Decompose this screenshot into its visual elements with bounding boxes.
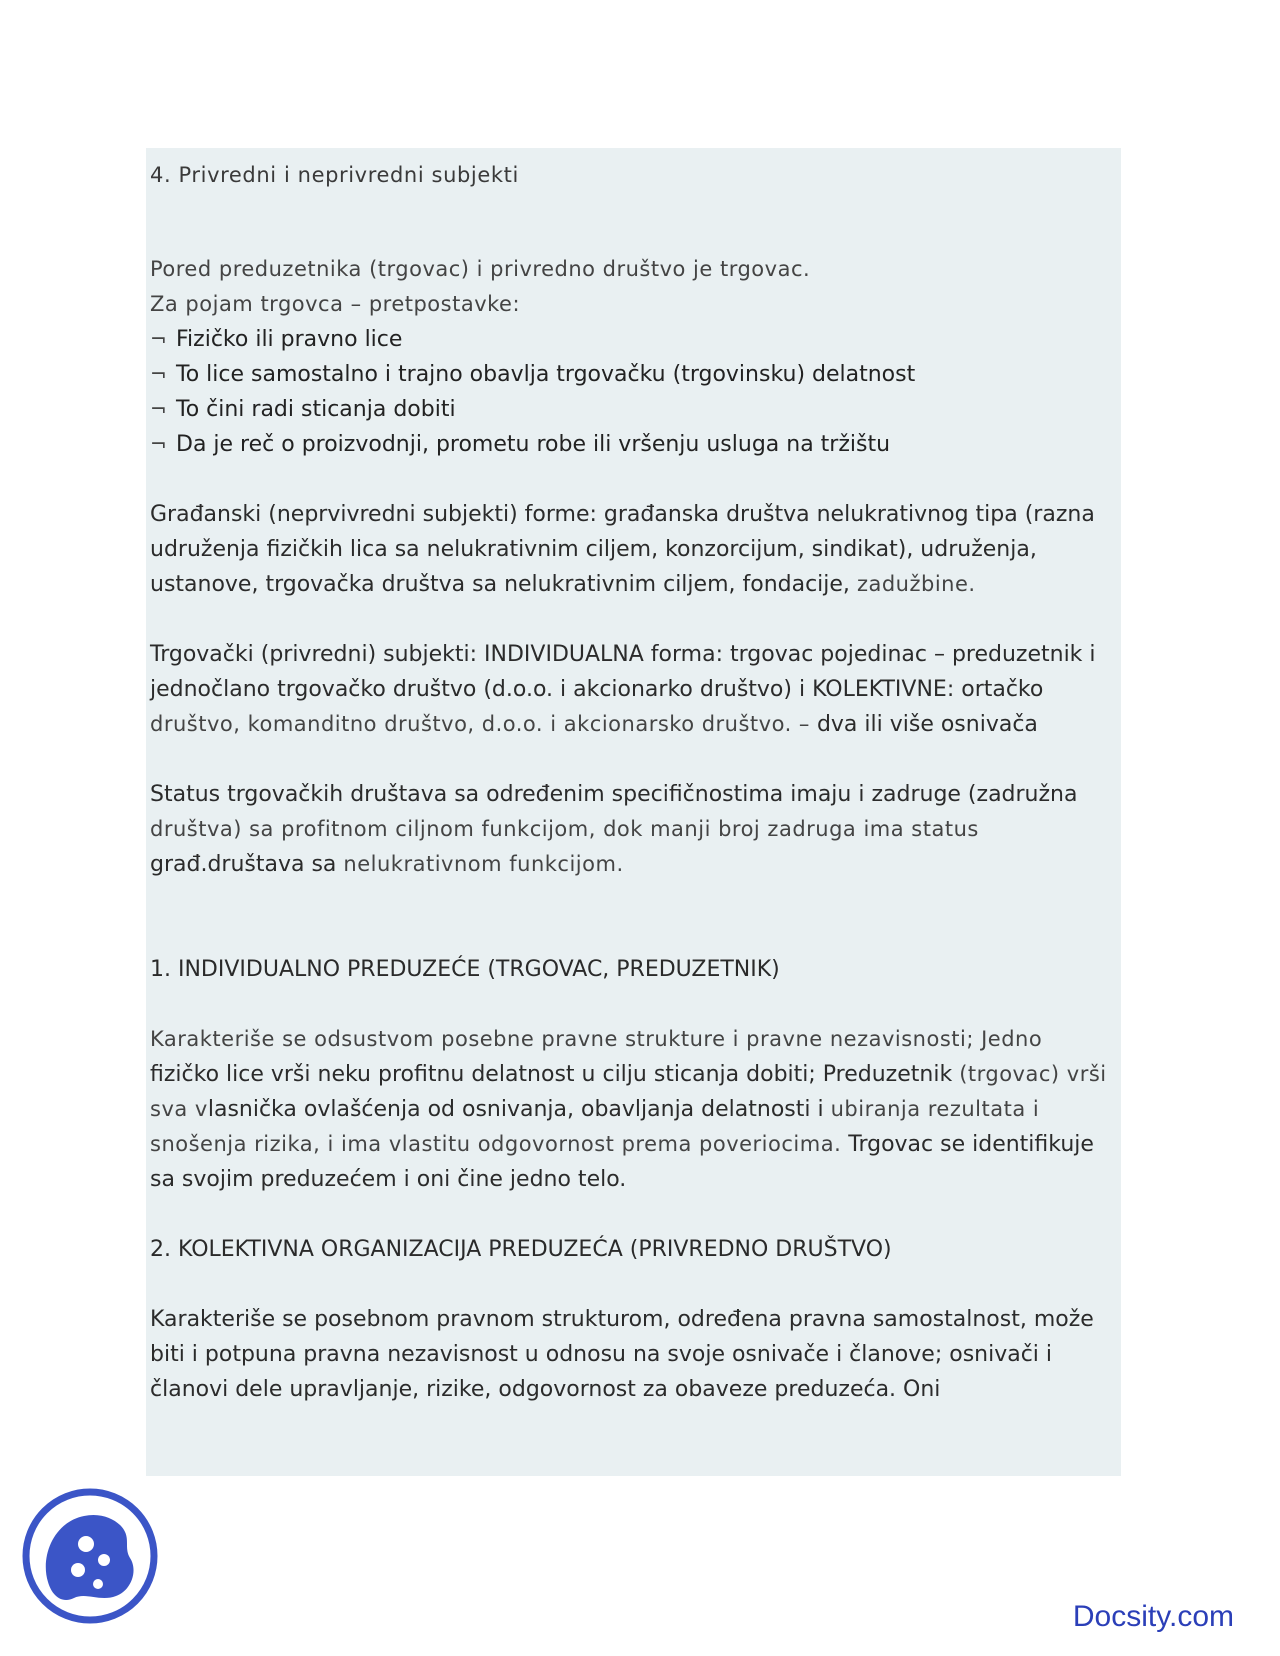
trgovacki-text-tail: dva ili više osnivača [816,712,1038,737]
status-text-light: društva) sa profitnom ciljnom funkcijom, dok manji broj zadruga ima status [150,817,979,841]
status-text-2: građ.društava sa [150,852,337,877]
status-paragraph [150,777,1117,882]
bullet-symbol: ¬ [150,432,167,456]
section-2-paragraph: Karakteriše se posebnom pravnom strukturom, određena pravna samostalnost, može biti i potpuna pravna nezavisnost u odnosu na svoje osnivače i članove; osnivači i članovi dele upravljanje, rizike, odgovornost za obaveze preduzeća. Oni [150,1307,1094,1402]
bullet-text: To lice samostalno i trajno obavlja trgovačku (trgovinsku) delatnost [176,362,916,387]
spacer [150,1267,1117,1302]
section-2-heading: 2. KOLEKTIVNA ORGANIZACIJA PREDUZEĆA (PRIVREDNO DRUŠTVO) [150,1237,892,1262]
gradjanski-text: Građanski (neprvivredni subjekti) forme: građanska društva nelukrativnog tipa (razna udruženja fizičkih lica sa nelukrativnim ciljem, konzorcijum, sindikat), udruženja, ustanove, trgovačka društva sa nelukrativnim ciljem, fondacije, [150,502,1095,597]
spacer [150,602,1117,637]
bullet-symbol: ¬ [150,397,167,421]
bullet-symbol: ¬ [150,362,167,386]
spacer [150,1197,1117,1232]
document-title: 4. Privredni i neprivredni subjekti [150,163,519,187]
bullet-text: Da je reč o proizvodnji, prometu robe ili vršenju usluga na tržištu [176,432,891,457]
list-item [150,427,1117,462]
trgovacki-paragraph [150,637,1117,742]
list-item [150,322,1117,357]
section-1-text-light-3: ubiranja rezultata i snošenja rizika, i ima vlastitu odgovornost prema poveriocima. [150,1097,1040,1156]
trgovacki-text: Trgovački (privredni) subjekti: INDIVIDUALNA forma: trgovac pojedinac – preduzetnik i jednočlano trgovačko društvo (d.o.o. i akcionarko društvo) i KOLEKTIVNE: ortačko [150,642,1096,702]
docsity-logo-icon [20,1486,160,1626]
spacer [150,190,1117,260]
list-item [150,357,1117,392]
document-body [146,148,1121,1476]
intro-line-2: Za pojam trgovca – pretpostavke: [150,292,521,316]
bullet-text: Fizičko ili pravno lice [176,327,403,352]
section-1-text-3: Trgovac se identifikuje sa svojim preduzećem i oni čine jedno telo. [150,1132,1094,1192]
intro-line-1: Pored preduzetnika (trgovac) i privredno društvo je trgovac. [150,257,811,281]
gradjanski-text-end: zadužbine. [856,572,976,596]
spacer [150,987,1117,1022]
status-text: Status trgovačkih društava sa određenim specifičnostima imaju i zadruge (zadružna [150,782,1078,807]
list-item [150,392,1117,427]
section-1-text-1: fizičko lice vrši neku profitnu delatnost u cilju sticanja dobiti; Preduzetnik [150,1062,953,1087]
gradjanski-paragraph [150,497,1117,602]
section-1-text-2: lasnička ovlašćenja od osnivanja, obavljanja delatnosti i [207,1097,824,1122]
spacer [150,742,1117,777]
status-text-light-2: nelukrativnom funkcijom. [343,852,624,876]
section-1-text-light-2: (trgovac) vrši sva v [150,1062,1107,1121]
section-1-paragraph [150,1022,1117,1197]
bullet-symbol: ¬ [150,327,167,351]
section-1-text-light-1: Karakteriše se odsustvom posebne pravne strukture i pravne nezavisnosti; Jedno [150,1027,1043,1051]
bullet-list [150,322,1117,462]
docsity-brand-link[interactable]: Docsity.com [1072,1600,1234,1633]
spacer [150,462,1117,497]
section-1-heading: 1. INDIVIDUALNO PREDUZEĆE (TRGOVAC, PREDUZETNIK) [150,957,780,982]
trgovacki-text-light: društvo, komanditno društvo, d.o.o. i akcionarsko društvo. – [150,712,810,736]
spacer [150,882,1117,952]
bullet-text: To čini radi sticanja dobiti [176,397,456,422]
